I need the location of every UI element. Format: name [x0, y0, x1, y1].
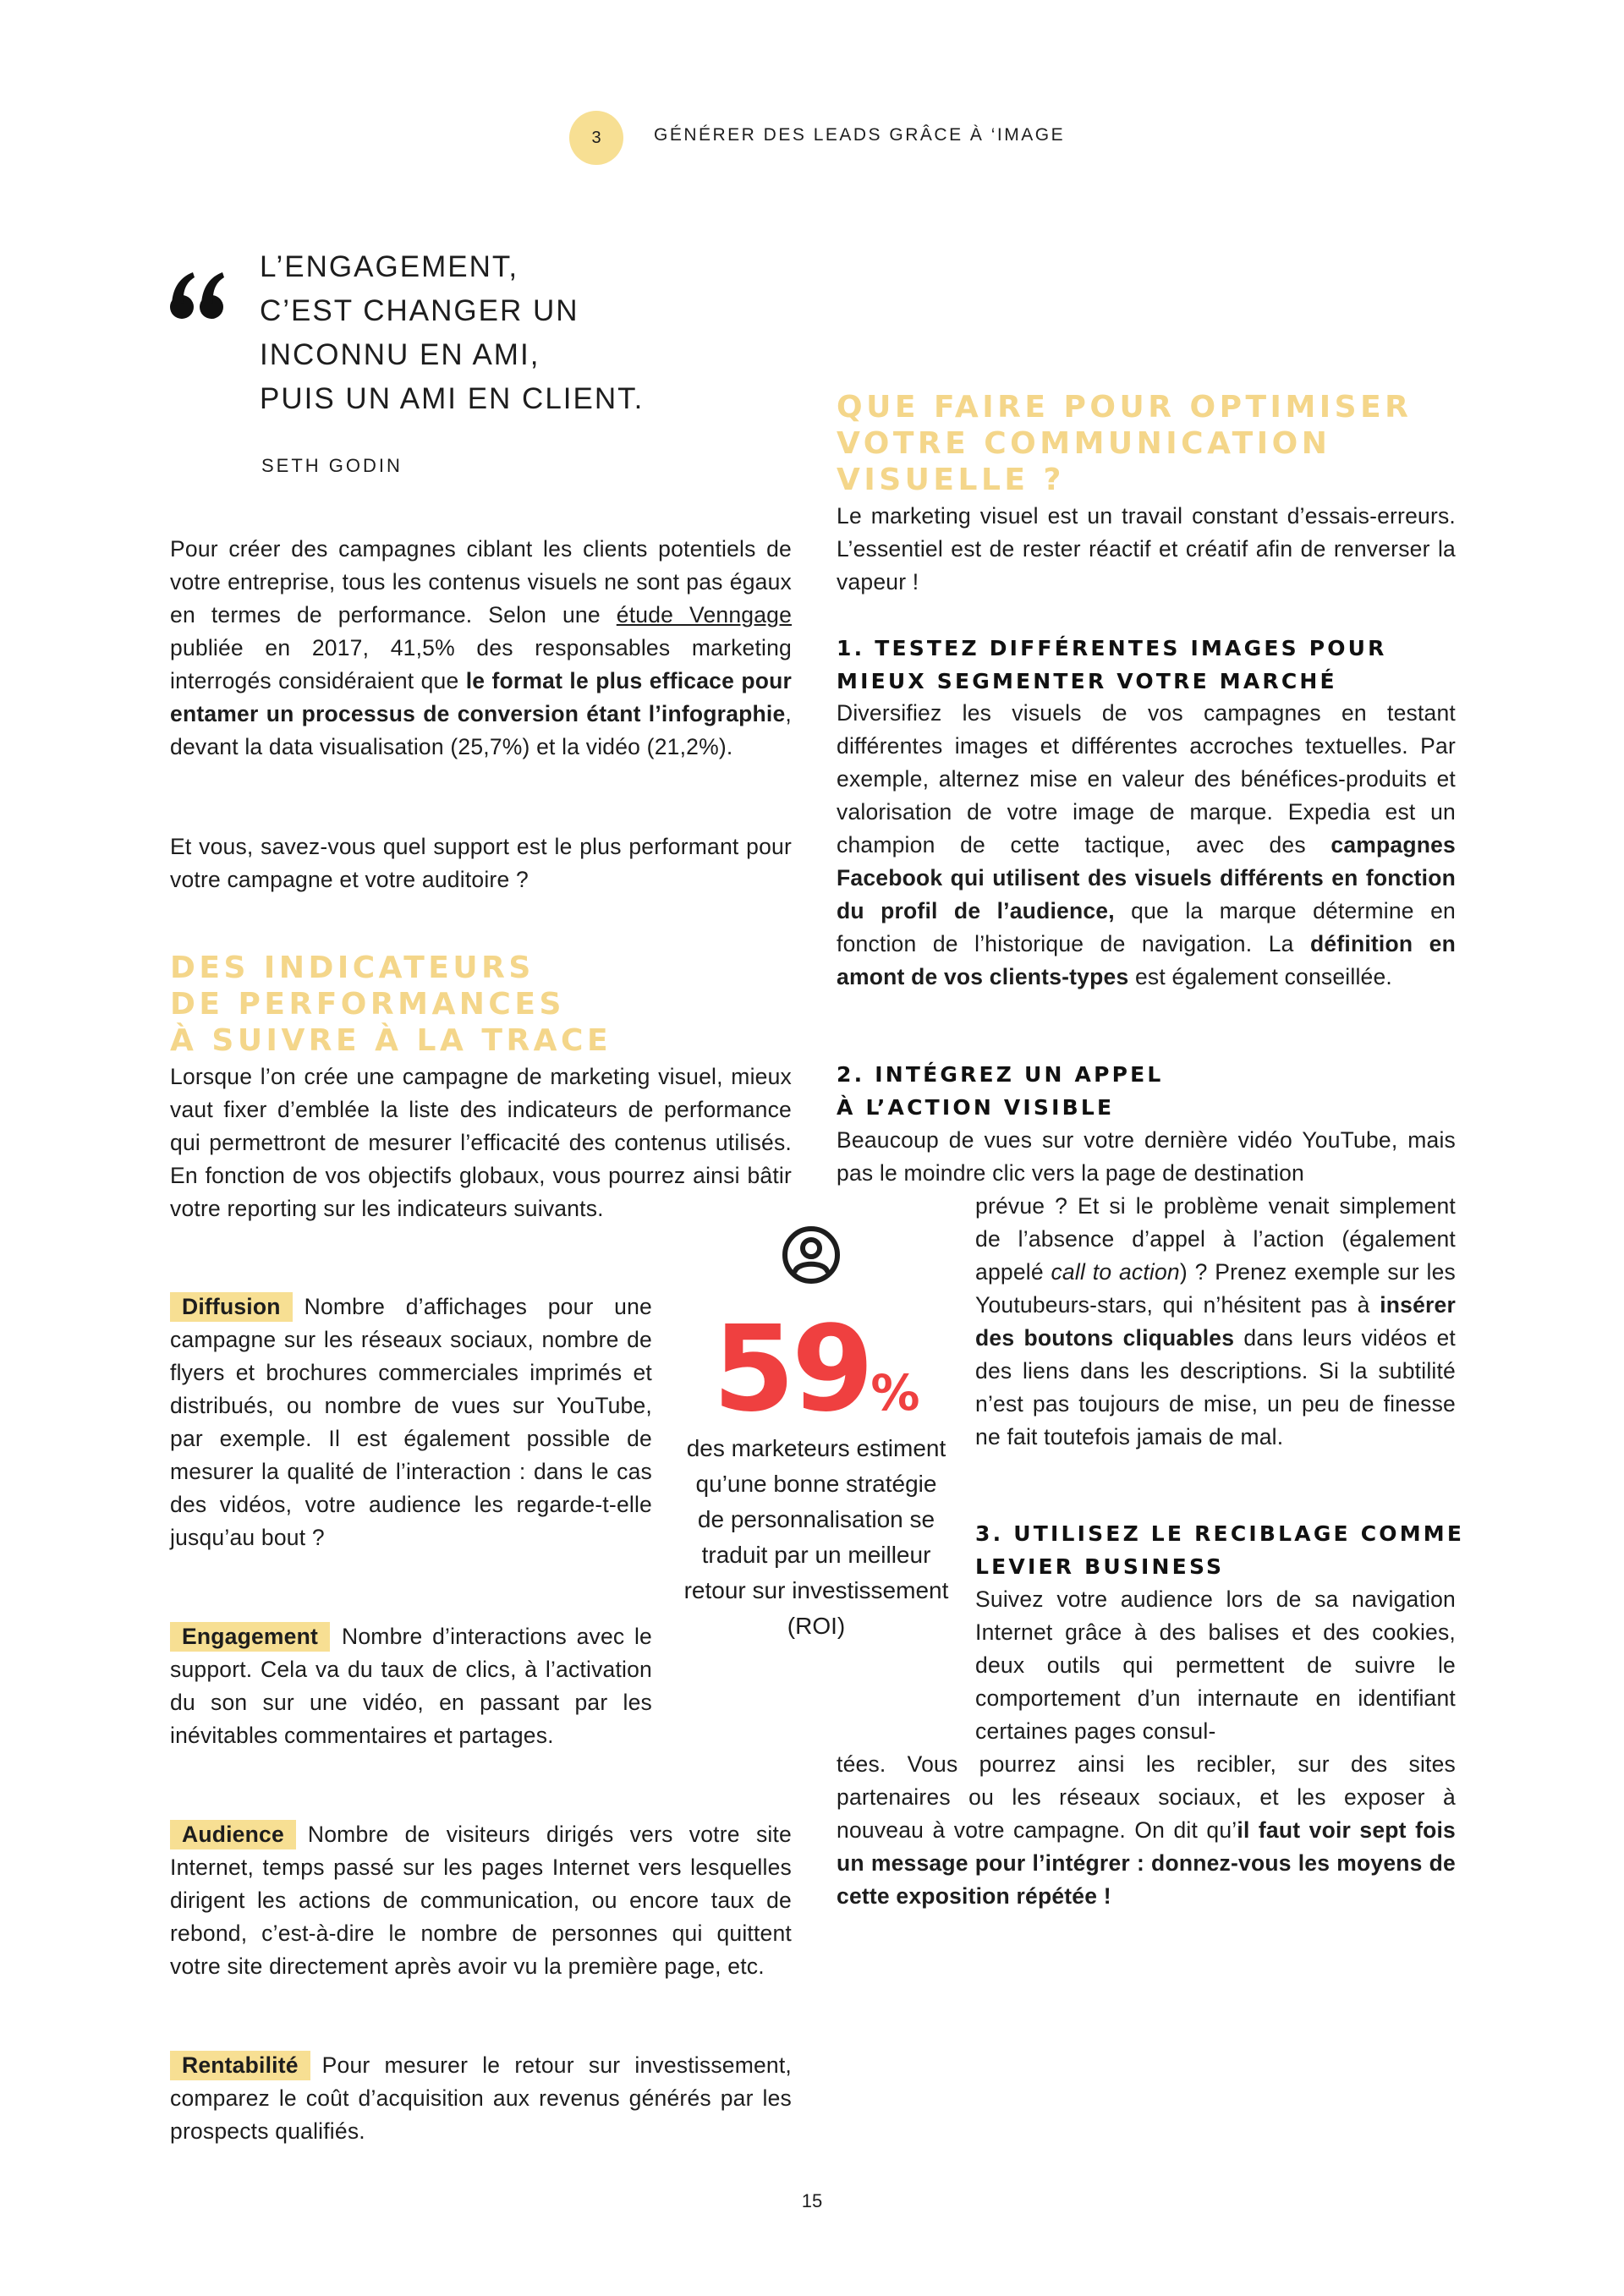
- intro-paragraph: Pour créer des campagnes ciblant les clients potentiels de votre entreprise, tous les contenus visuels ne sont pas égaux en termes de performance. Selon une étude Venngage publiée en 2017, 41,5% des responsables marketing interrogés considéraient que le format le plus efficace pour entamer un processus de conversion étant l’infographie, devant la data visualisation (25,7%) et la vidéo (21,2%).: [170, 536, 793, 759]
- kpi-item: Engagement Nombre d’interactions avec le support. Cela va du taux de clics, à l’activation du son sur une vidéo, en passant par les inévitables commentaires et partages.: [170, 1624, 652, 1748]
- kpi-item: Diffusion Nombre d’affichages pour une campagne sur les réseaux sociaux, nombre de flyers et brochures commerciales imprimés et distribués, ou nombre de vues sur YouTube, par exemple. Il est également possible de mesurer la qualité de l’interaction : dans le cas des vidéos, votre audience les regarde-t-elle jusqu’au bout ?: [170, 1294, 652, 1550]
- question-paragraph: Et vous, savez-vous quel support est le plus performant pour votre campagne et votre auditoire ?: [170, 834, 792, 892]
- kpi-item: Audience Nombre de visiteurs dirigés vers votre site Internet, temps passé sur les pages Internet vers lesquelles dirigent les actions de communication, ou encore taux de rebond, c’est-à-dire le nombre de personnes qui quittent votre site directement après avoir vu la première page, etc.: [170, 1822, 792, 1979]
- section-2-title: 2. INTÉGREZ UN APPEL À L’ACTION VISIBLE: [837, 1062, 1164, 1120]
- chapter-number-badge: 3: [569, 111, 623, 165]
- section-3-paragraph-cont: tées. Vous pourrez ainsi les recibler, sur des sites partenaires ou les réseaux sociaux, et les exposer à nouveau à votre campagne. On dit qu’il faut voir sept fois un message pour l’intégrer : donnez-vous les moyens de cette exposition répétée !: [837, 1751, 1456, 1909]
- stat-caption: des marketeurs estiment qu’une bonne stratégie de personnalisation se traduit par un meilleur retour sur investissement (ROI): [683, 1435, 949, 1639]
- kpi-intro-paragraph: Lorsque l’on crée une campagne de marketing visuel, mieux vaut fixer d’emblée la liste des indicateurs de performance qui permettront de mesurer l’efficacité des contenus utilisés. En fonction de vos objectifs globaux, vous pourrez ainsi bâtir votre reporting sur les indicateurs suivants.: [170, 1064, 792, 1221]
- kpi-tag-audience: Audience: [170, 1820, 296, 1849]
- quote-icon: [169, 269, 225, 323]
- kpi-tag-rentabilite: Rentabilité: [170, 2051, 310, 2080]
- quote-line: L’ENGAGEMENT,: [260, 250, 519, 283]
- stat-percentage: 59%: [712, 1301, 920, 1438]
- quote-line: PUIS UN AMI EN CLIENT.: [260, 382, 645, 415]
- section-2-lead: Beaucoup de vues sur votre dernière vidéo YouTube, mais pas le moindre clic vers la page de destination: [837, 1127, 1456, 1186]
- section-1-title: 1. TESTEZ DIFFÉRENTES IMAGES POUR MIEUX SEGMENTER VOTRE MARCHÉ: [837, 636, 1387, 693]
- quote-line: INCONNU EN AMI,: [260, 338, 540, 371]
- kpi-section-heading: DES INDICATEURS DE PERFORMANCES À SUIVRE À LA TRACE: [170, 951, 612, 1058]
- user-circle-icon: [781, 1225, 842, 1285]
- venngage-study-link[interactable]: étude Venngage: [616, 602, 793, 627]
- section-3-title: 3. UTILISEZ LE RECIBLAGE COMME LEVIER BUSINESS: [975, 1521, 1465, 1579]
- optimize-section-heading: QUE FAIRE POUR OPTIMISER VOTRE COMMUNICATION VISUELLE ?: [837, 390, 1413, 497]
- quote-text: [260, 245, 644, 421]
- quote-author: SETH GODIN: [261, 455, 403, 476]
- kpi-tag-diffusion: Diffusion: [170, 1292, 293, 1322]
- page-number: 15: [801, 2190, 823, 2211]
- optimize-intro-paragraph: Le marketing visuel est un travail constant d’essais-erreurs. L’essentiel est de rester réactif et créatif afin de renverser la vapeur !: [837, 503, 1456, 595]
- kpi-tag-engagement: Engagement: [170, 1622, 330, 1652]
- kpi-item: Rentabilité Pour mesurer le retour sur investissement, comparez le coût d’acquisition aux revenus générés par les prospects qualifiés.: [170, 2052, 792, 2144]
- section-3-paragraph: Suivez votre audience lors de sa navigation Internet grâce à des balises et des cookies, deux outils qui permettent de suivre le comportement d’un internaute en identifiant certaines pages consul-: [975, 1586, 1456, 1744]
- section-1-paragraph: Diversifiez les visuels de vos campagnes en testant différentes images et différentes accroches textuelles. Par exemple, alternez mise en valeur des bénéfices-produits et valorisation de votre image de marque. Expedia est un champion de cette tactique, avec des campagnes Facebook qui utilisent des visuels différents en fonction du profil de l’audience, que la marque détermine en fonction de l’historique de navigation. La définition en amont de vos clients-types est également conseillée.: [837, 700, 1457, 989]
- section-2-paragraph: prévue ? Et si le problème venait simplement de l’absence d’appel à l’action (également appelé call to action) ? Prenez exemple sur les Youtubeurs-stars, qui n’hésitent pas à insérer des boutons cliquables dans leurs vidéos et des liens dans les descriptions. Si la subtilité n’est pas toujours de mise, un peu de finesse ne fait toutefois jamais de mal.: [975, 1193, 1456, 1449]
- quote-line: C’EST CHANGER UN: [260, 294, 579, 327]
- chapter-title: GÉNÉRER DES LEADS GRÂCE À ‘IMAGE: [654, 125, 1066, 145]
